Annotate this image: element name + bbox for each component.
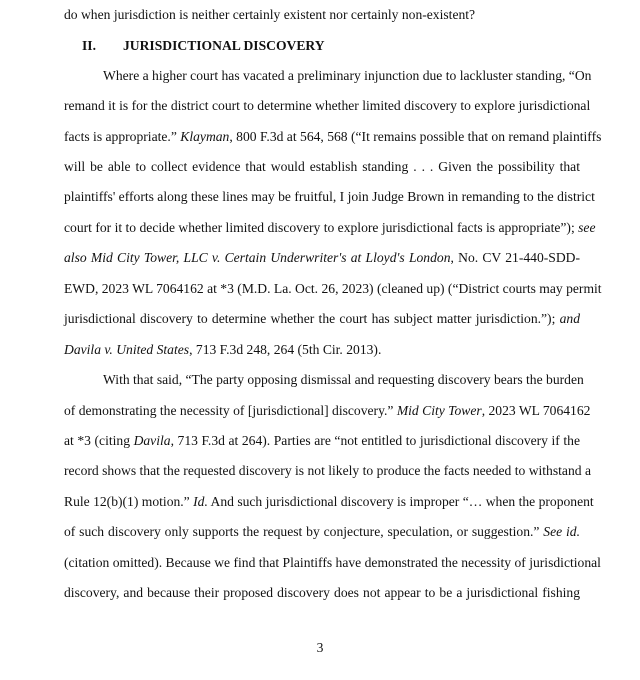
case-citation: See id. [543, 524, 580, 539]
paragraph-line: Davila v. United States, 713 F.3d 248, 264 (5th Cir. 2013). [64, 342, 382, 357]
paragraph-line: of such discovery only supports the request by conjecture, speculation, or suggestion.” See id. [64, 524, 580, 539]
page-number: 3 [316, 640, 324, 655]
case-citation: Klayman [180, 129, 230, 144]
section-title: JURISDICTIONAL DISCOVERY [123, 38, 325, 53]
paragraph-line: (citation omitted). Because we find that Plaintiffs have demonstrated the necessity of jurisdictional [64, 555, 601, 570]
case-citation: Mid City Tower [396, 403, 482, 418]
paragraph-line: of demonstrating the necessity of [jurisdictional] discovery.” Mid City Tower, 2023 WL 7064162 [64, 403, 591, 418]
signal-word: and [559, 311, 580, 326]
paragraph-line: court for it to decide whether limited discovery to explore jurisdictional facts is appropriate”); see [64, 220, 596, 235]
signal-word: see [578, 220, 596, 235]
case-citation: also Mid City Tower, LLC v. Certain Underwriter's at Lloyd's London [64, 250, 451, 265]
body-line: do when jurisdiction is neither certainly existent nor certainly non-existent? [64, 7, 476, 22]
paragraph-line: will be able to collect evidence that would establish standing . . . Given the possibility that [64, 159, 580, 174]
paragraph-line: plaintiffs' efforts along these lines may be fruitful, I join Judge Brown in remanding to the district [64, 189, 595, 204]
paragraph-line: Rule 12(b)(1) motion.” Id. And such jurisdictional discovery is improper “… when the proponent [64, 494, 594, 509]
case-citation: Davila [133, 433, 171, 448]
paragraph-line: remand it is for the district court to determine whether limited discovery to explore jurisdictional [64, 98, 591, 113]
paragraph-line: discovery, and because their proposed discovery does not appear to be a jurisdictional fishing [64, 585, 580, 600]
paragraph-line: facts is appropriate.” Klayman, 800 F.3d at 564, 568 (“It remains possible that on remand plaintiffs [64, 129, 602, 144]
paragraph-line: With that said, “The party opposing dismissal and requesting discovery bears the burden [103, 372, 584, 387]
case-citation: Davila v. United States [64, 342, 190, 357]
section-heading [82, 36, 325, 56]
paragraph-line: Where a higher court has vacated a preliminary injunction due to lackluster standing, “On [103, 68, 592, 83]
paragraph-line: at *3 (citing Davila, 713 F.3d at 264). Parties are “not entitled to jurisdictional discovery if the [64, 433, 580, 448]
paragraph-line: jurisdictional discovery to determine whether the court has subject matter jurisdiction.”); and [64, 311, 580, 326]
section-number: II. [82, 38, 96, 53]
case-citation: Id. [193, 494, 208, 509]
paragraph-line: record shows that the requested discovery is not likely to produce the facts needed to withstand a [64, 463, 591, 478]
paragraph-line: also Mid City Tower, LLC v. Certain Underwriter's at Lloyd's London, No. CV 21-440-SDD- [64, 250, 580, 265]
paragraph-line: EWD, 2023 WL 7064162 at *3 (M.D. La. Oct. 26, 2023) (cleaned up) (“District courts may permit [64, 281, 602, 296]
